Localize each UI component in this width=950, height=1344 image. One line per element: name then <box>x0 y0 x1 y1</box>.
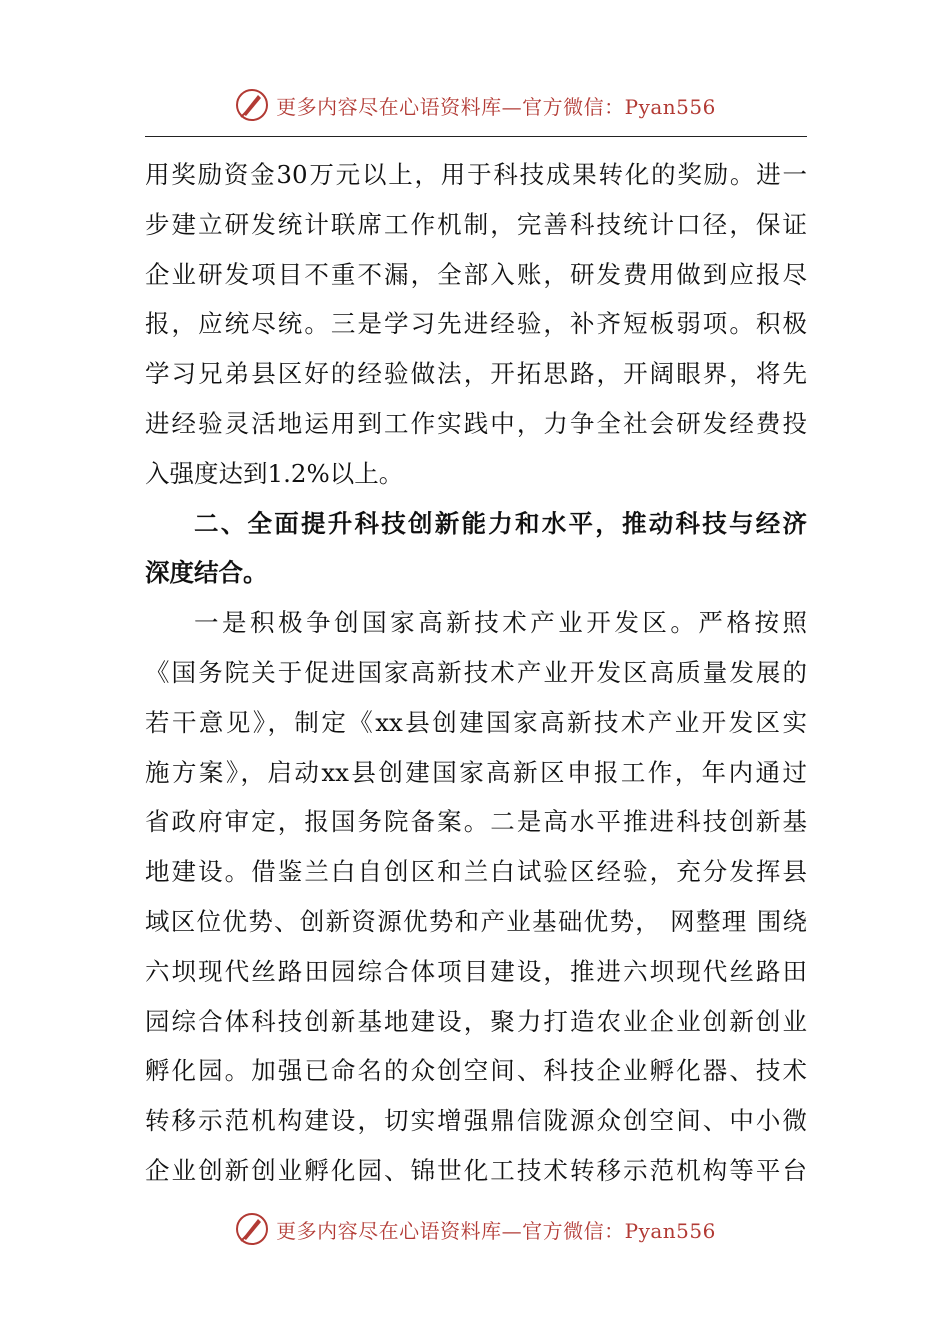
body-line: 若干意见》，制定《xx县创建国家高新技术产业开发区实 <box>145 707 807 737</box>
body-line: 学习兄弟县区好的经验做法，开拓思路，开阔眼界，将先 <box>145 359 807 389</box>
body-line: 进经验灵活地运用到工作实践中，力争全社会研发经费投 <box>145 408 807 438</box>
body-line: 步建立研发统计联席工作机制，完善科技统计口径，保证 <box>145 209 807 239</box>
body-line: 转移示范机构建设，切实增强鼎信陇源众创空间、中小微 <box>145 1106 807 1136</box>
body-line: 报，应统尽统。三是学习先进经验，补齐短板弱项。积极 <box>145 309 807 339</box>
header-divider <box>145 136 807 137</box>
section-heading-continued: 深度结合。 <box>145 558 268 588</box>
quill-logo-icon <box>234 1211 270 1247</box>
body-line: 企业研发项目不重不漏，全部入账，研发费用做到应报尽 <box>145 259 807 289</box>
body-line: 六坝现代丝路田园综合体项目建设，推进六坝现代丝路田 <box>145 956 807 986</box>
header-watermark <box>0 80 950 130</box>
body-line: 企业创新创业孵化园、锦世化工技术转移示范机构等平台 <box>145 1155 807 1185</box>
footer-watermark <box>0 1204 950 1254</box>
body-line: 域区位优势、创新资源优势和产业基础优势， 网整理 围绕 <box>145 906 807 936</box>
body-line: 省政府审定，报国务院备案。二是高水平推进科技创新基 <box>145 807 807 837</box>
body-line: 孵化园。加强已命名的众创空间、科技企业孵化器、技术 <box>145 1056 807 1086</box>
document-body <box>145 150 807 1196</box>
body-line: 《国务院关于促进国家高新技术产业开发区高质量发展的 <box>145 657 807 687</box>
body-line: 地建设。借鉴兰白自创区和兰白试验区经验，充分发挥县 <box>145 857 807 887</box>
body-line: 一是积极争创国家高新技术产业开发区。严格按照 <box>194 608 807 638</box>
header-watermark-text: 更多内容尽在心语资料库—官方微信：Pyan556 <box>276 94 716 119</box>
body-line: 用奖励资金30万元以上，用于科技成果转化的奖励。进一 <box>145 160 807 189</box>
quill-logo-icon <box>234 87 270 123</box>
section-heading: 二、全面提升科技创新能力和水平，推动科技与经济 <box>194 508 807 538</box>
body-line: 入强度达到1.2%以上。 <box>145 458 404 488</box>
body-line: 施方案》，启动xx县创建国家高新区申报工作，年内通过 <box>145 757 807 787</box>
body-line: 园综合体科技创新基地建设，聚力打造农业企业创新创业 <box>145 1006 807 1036</box>
footer-watermark-text: 更多内容尽在心语资料库—官方微信：Pyan556 <box>276 1218 716 1243</box>
